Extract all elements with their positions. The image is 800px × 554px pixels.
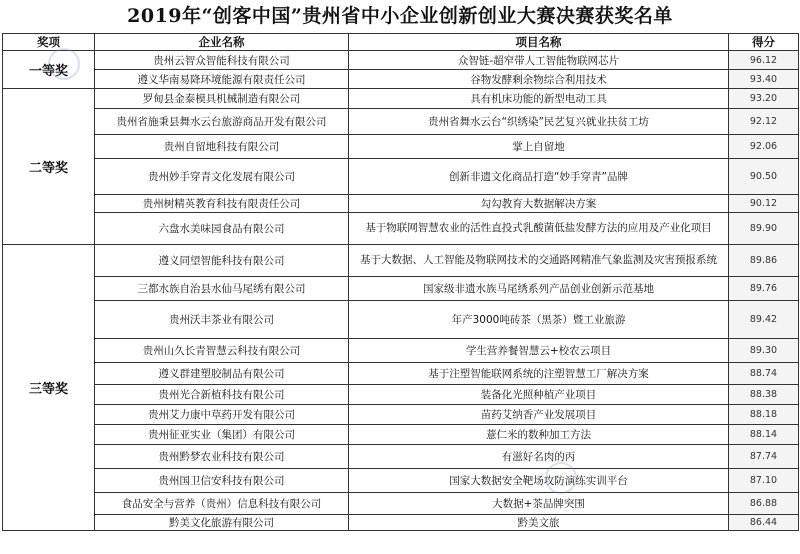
score-cell: 90.50 xyxy=(729,159,799,195)
table-row xyxy=(3,445,799,469)
score-cell: 88.38 xyxy=(729,385,799,405)
table-row xyxy=(3,213,799,245)
company-cell: 六盘水美味园食品有限公司 xyxy=(95,213,349,245)
table-row xyxy=(3,469,799,493)
company-cell: 食品安全与营养（贵州）信息科技有限公司 xyxy=(95,493,349,515)
table-row xyxy=(3,493,799,515)
project-cell: 薏仁米的数种加工方法 xyxy=(349,425,729,445)
company-cell: 罗甸县金泰模具机械制造有限公司 xyxy=(95,89,349,109)
project-cell: 勾勾教育大数据解决方案 xyxy=(349,195,729,213)
score-cell: 89.90 xyxy=(729,213,799,245)
table-row xyxy=(3,70,799,89)
table-row xyxy=(3,385,799,405)
table-row xyxy=(3,405,799,425)
header-company: 企业名称 xyxy=(95,34,349,51)
table-row xyxy=(3,51,799,70)
project-cell: 众智链-超窄带人工智能物联网芯片 xyxy=(349,51,729,70)
company-cell: 贵州征亚实业（集团）有限公司 xyxy=(95,425,349,445)
company-cell: 遵义群建塑胶制品有限公司 xyxy=(95,363,349,385)
company-cell: 黔美文化旅游有限公司 xyxy=(95,515,349,531)
header-score: 得分 xyxy=(729,34,799,51)
score-cell: 86.88 xyxy=(729,493,799,515)
company-cell: 贵州艾力康中草药开发有限公司 xyxy=(95,405,349,425)
table-row xyxy=(3,159,799,195)
score-cell: 93.20 xyxy=(729,89,799,109)
score-cell: 89.76 xyxy=(729,277,799,301)
project-cell: 贵州省舞水云台“织绣染”民艺复兴就业扶贫工坊 xyxy=(349,109,729,135)
project-cell: 国家大数据安全靶场攻防演练实训平台 xyxy=(349,469,729,493)
project-cell: 装备化光照种植产业项目 xyxy=(349,385,729,405)
company-cell: 贵州妙手穿青文化发展有限公司 xyxy=(95,159,349,195)
project-cell: 国家级非遗水族马尾绣系列产品创业创新示范基地 xyxy=(349,277,729,301)
tier-label-third: 三等奖 xyxy=(3,245,95,531)
project-cell: 基于大数据、人工智能及物联网技术的交通路网精准气象监测及灾害预报系统 xyxy=(349,245,729,277)
table-row xyxy=(3,109,799,135)
header-project: 项目名称 xyxy=(349,34,729,51)
project-cell: 有滋好名肉的丙 xyxy=(349,445,729,469)
project-cell: 苗药艾纳香产业发展项目 xyxy=(349,405,729,425)
company-cell: 贵州光合新植科技有限公司 xyxy=(95,385,349,405)
table-row xyxy=(3,339,799,363)
company-cell: 贵州国卫信安科技有限公司 xyxy=(95,469,349,493)
project-cell: 大数据+茶品牌突围 xyxy=(349,493,729,515)
company-cell: 贵州自留地科技有限公司 xyxy=(95,135,349,159)
score-cell: 88.18 xyxy=(729,405,799,425)
company-cell: 三都水族自治县水仙马尾绣有限公司 xyxy=(95,277,349,301)
awards-table xyxy=(2,33,799,531)
header-tier: 奖项 xyxy=(3,34,95,51)
project-cell: 谷物发酵剩余物综合利用技术 xyxy=(349,70,729,89)
score-cell: 89.86 xyxy=(729,245,799,277)
project-cell: 创新非遗文化商品打造“妙手穿青”品牌 xyxy=(349,159,729,195)
table-row xyxy=(3,363,799,385)
project-cell: 掌上自留地 xyxy=(349,135,729,159)
score-cell: 89.30 xyxy=(729,339,799,363)
project-cell: 基于物联网智慧农业的活性直投式乳酸菌低盐发酵方法的应用及产业化项目 xyxy=(349,213,729,245)
score-cell: 92.06 xyxy=(729,135,799,159)
tier-label-second: 二等奖 xyxy=(3,89,95,245)
project-cell: 基于注塑智能联网系统的注塑智慧工厂解决方案 xyxy=(349,363,729,385)
score-cell: 96.12 xyxy=(729,51,799,70)
score-cell: 88.74 xyxy=(729,363,799,385)
company-cell: 贵州云智众智能科技有限公司 xyxy=(95,51,349,70)
score-cell: 89.42 xyxy=(729,301,799,339)
project-cell: 具有机床功能的新型电动工具 xyxy=(349,89,729,109)
table-row xyxy=(3,277,799,301)
company-cell: 遵义华南易降环境能源有限责任公司 xyxy=(95,70,349,89)
company-cell: 贵州树精英教育科技有限责任公司 xyxy=(95,195,349,213)
score-cell: 92.12 xyxy=(729,109,799,135)
header-row xyxy=(3,34,799,51)
page-title: 2019年“创客中国”贵州省中小企业创新创业大赛决赛获奖名单 xyxy=(127,5,673,27)
company-cell: 贵州省施秉县舞水云台旅游商品开发有限公司 xyxy=(95,109,349,135)
table-row xyxy=(3,135,799,159)
score-cell: 90.12 xyxy=(729,195,799,213)
tier-label-first: 一等奖 xyxy=(3,51,95,89)
score-cell: 88.14 xyxy=(729,425,799,445)
table-row xyxy=(3,301,799,339)
table-row xyxy=(3,515,799,531)
score-cell: 87.74 xyxy=(729,445,799,469)
company-cell: 贵州山久长青智慧云科技有限公司 xyxy=(95,339,349,363)
project-cell: 学生营养餐智慧云+校农云项目 xyxy=(349,339,729,363)
company-cell: 遵义同望智能科技有限公司 xyxy=(95,245,349,277)
project-cell: 黔美文旅 xyxy=(349,515,729,531)
score-cell: 86.44 xyxy=(729,515,799,531)
company-cell: 贵州黔梦农业科技有限公司 xyxy=(95,445,349,469)
project-cell: 年产3000吨砖茶（黑茶）暨工业旅游 xyxy=(349,301,729,339)
table-row xyxy=(3,425,799,445)
score-cell: 87.10 xyxy=(729,469,799,493)
table-row xyxy=(3,195,799,213)
table-row xyxy=(3,245,799,277)
company-cell: 贵州沃丰茶业有限公司 xyxy=(95,301,349,339)
score-cell: 93.40 xyxy=(729,70,799,89)
table-row xyxy=(3,89,799,109)
